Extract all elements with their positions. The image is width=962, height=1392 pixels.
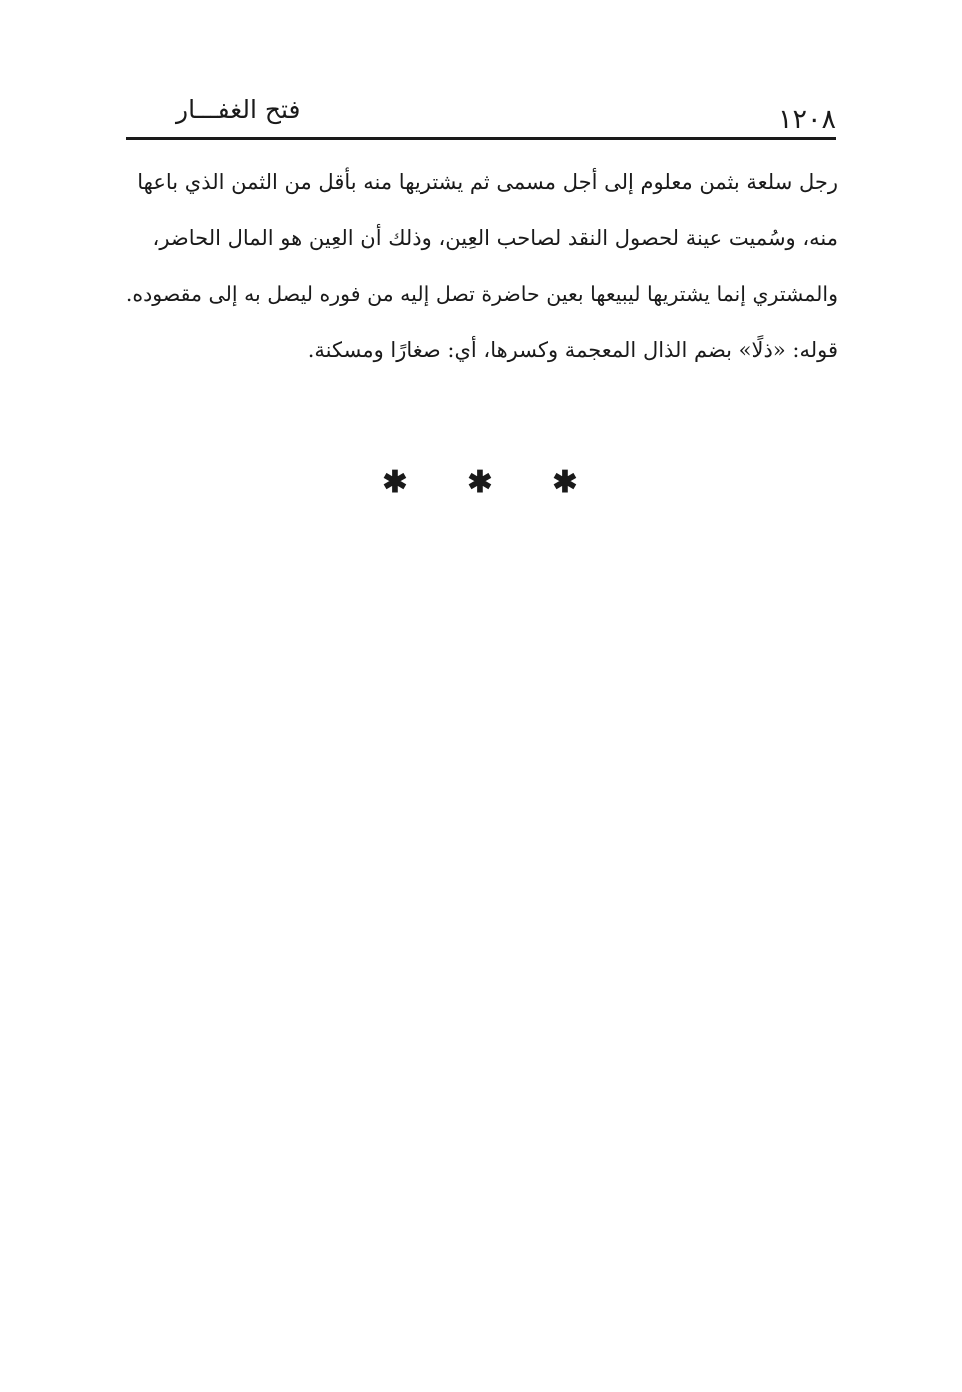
body-line: منه، وسُميت عينة لحصول النقد لصاحب العِين، وذلك أن العِين هو المال الحاضر، <box>152 226 838 250</box>
asterisk-icon: ✱ <box>552 464 578 500</box>
asterisk-icon: ✱ <box>382 464 408 500</box>
body-line: قوله: «ذلًا» بضم الذال المعجمة وكسرها، أي: صغارًا ومسكنة. <box>307 338 838 362</box>
page-number: ١٢٠٨ <box>777 104 836 135</box>
section-end-ornament <box>380 462 580 502</box>
header-rule <box>126 137 836 140</box>
body-line: رجل سلعة بثمن معلوم إلى أجل مسمى ثم يشتريها منه بأقل من الثمن الذي باعها <box>137 170 838 194</box>
asterisk-icon: ✱ <box>467 464 493 500</box>
body-line: والمشتري إنما يشتريها ليبيعها بعين حاضرة تصل إليه من فوره ليصل به إلى مقصوده. <box>125 282 838 306</box>
book-title: فتح الغفـــار <box>176 95 301 124</box>
body-text <box>118 162 838 386</box>
running-header <box>126 88 836 136</box>
